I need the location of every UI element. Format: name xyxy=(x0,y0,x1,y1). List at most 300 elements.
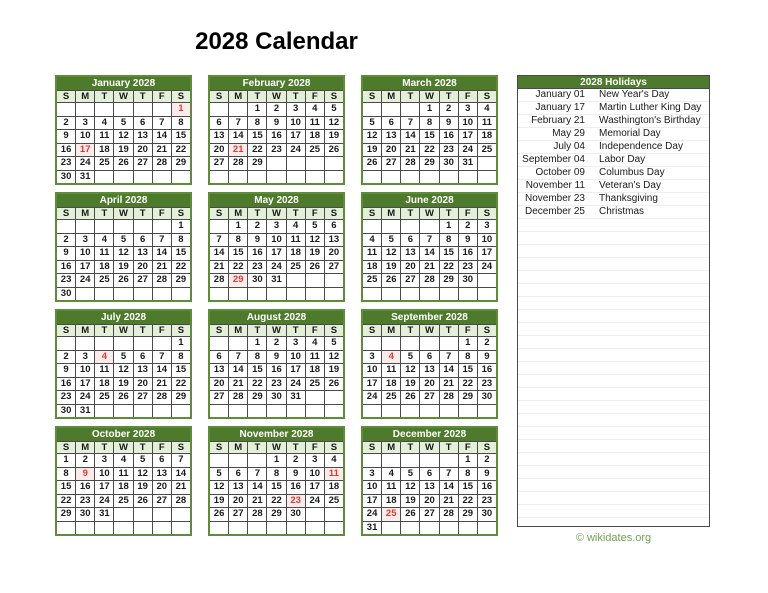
weekday-cell: M xyxy=(381,325,400,336)
day-cell: 21 xyxy=(171,481,190,494)
day-cell xyxy=(400,220,419,233)
day-cell: 7 xyxy=(400,117,419,130)
day-cell: 5 xyxy=(133,454,152,467)
day-cell: 13 xyxy=(210,364,228,377)
weekday-cell: T xyxy=(400,91,419,102)
day-cell: 16 xyxy=(57,378,75,391)
day-cell: 2 xyxy=(439,103,458,116)
day-cell: 24 xyxy=(94,495,113,508)
weekday-cell: F xyxy=(152,208,171,219)
day-cell xyxy=(305,171,324,184)
day-cell: 27 xyxy=(133,274,152,287)
day-cell xyxy=(57,220,75,233)
day-cell xyxy=(94,522,113,535)
day-cell: 3 xyxy=(363,468,381,481)
weekday-cell: T xyxy=(400,325,419,336)
month-card xyxy=(361,426,498,536)
day-cell: 25 xyxy=(286,261,305,274)
day-cell: 27 xyxy=(210,157,228,170)
day-cell: 5 xyxy=(210,468,228,481)
day-cell: 7 xyxy=(228,351,247,364)
month-card xyxy=(55,426,192,536)
holiday-row xyxy=(518,193,709,206)
day-cell: 1 xyxy=(419,103,438,116)
day-cell xyxy=(152,103,171,116)
day-cell xyxy=(228,288,247,301)
day-cell: 22 xyxy=(458,378,477,391)
holiday-name: New Year's Day xyxy=(599,89,670,100)
day-cell xyxy=(210,522,228,535)
weekday-cell: S xyxy=(57,325,75,336)
weekday-row xyxy=(363,207,496,219)
week-row xyxy=(57,156,190,170)
day-cell: 30 xyxy=(477,391,496,404)
week-row xyxy=(363,219,496,233)
day-cell: 20 xyxy=(210,378,228,391)
day-cell: 23 xyxy=(286,495,305,508)
holiday-row xyxy=(518,180,709,193)
day-cell: 28 xyxy=(228,391,247,404)
day-cell: 25 xyxy=(94,157,113,170)
day-cell: 29 xyxy=(247,391,266,404)
day-cell: 4 xyxy=(477,103,496,116)
day-cell: 30 xyxy=(75,508,94,521)
month-card xyxy=(55,309,192,419)
day-cell: 23 xyxy=(458,261,477,274)
day-cell: 24 xyxy=(266,261,285,274)
weekday-cell: S xyxy=(210,442,228,453)
day-cell: 30 xyxy=(266,391,285,404)
day-cell: 9 xyxy=(57,130,75,143)
day-cell: 2 xyxy=(266,337,285,350)
day-cell: 5 xyxy=(381,234,400,247)
day-cell xyxy=(363,103,381,116)
day-cell: 29 xyxy=(171,157,190,170)
day-cell: 18 xyxy=(305,130,324,143)
day-cell xyxy=(439,454,458,467)
day-cell: 27 xyxy=(381,157,400,170)
day-cell: 16 xyxy=(439,130,458,143)
day-cell xyxy=(439,337,458,350)
day-cell: 12 xyxy=(113,247,132,260)
month-card xyxy=(208,75,345,185)
day-cell: 1 xyxy=(247,337,266,350)
day-cell: 15 xyxy=(458,481,477,494)
day-cell xyxy=(324,157,343,170)
day-cell: 9 xyxy=(247,234,266,247)
day-cell xyxy=(419,288,438,301)
day-cell xyxy=(75,103,94,116)
holiday-name: Memorial Day xyxy=(599,128,661,139)
day-cell: 2 xyxy=(458,220,477,233)
day-cell xyxy=(152,337,171,350)
holiday-name: Independence Day xyxy=(599,141,683,152)
day-cell: 29 xyxy=(171,391,190,404)
week-row xyxy=(363,170,496,184)
weekday-cell: S xyxy=(324,91,343,102)
day-cell: 15 xyxy=(266,481,285,494)
day-cell: 3 xyxy=(266,220,285,233)
day-cell: 19 xyxy=(113,378,132,391)
day-cell xyxy=(94,405,113,418)
day-cell: 27 xyxy=(133,391,152,404)
day-cell: 10 xyxy=(75,247,94,260)
day-cell xyxy=(381,405,400,418)
weekday-cell: S xyxy=(477,325,496,336)
day-cell: 10 xyxy=(363,481,381,494)
day-cell: 31 xyxy=(363,522,381,535)
day-cell: 20 xyxy=(210,144,228,157)
holiday-name: Wasthington's Birthday xyxy=(599,115,701,126)
day-cell xyxy=(363,337,381,350)
day-cell: 10 xyxy=(363,364,381,377)
day-cell: 11 xyxy=(286,234,305,247)
month-header: April 2028 xyxy=(57,194,190,207)
day-cell: 4 xyxy=(305,103,324,116)
day-cell: 23 xyxy=(57,391,75,404)
day-cell: 25 xyxy=(324,495,343,508)
weekday-row xyxy=(210,324,343,336)
day-cell xyxy=(113,220,132,233)
day-cell: 1 xyxy=(458,337,477,350)
holiday-row xyxy=(518,154,709,167)
day-cell xyxy=(94,337,113,350)
week-row xyxy=(210,170,343,184)
day-cell: 28 xyxy=(228,157,247,170)
day-cell xyxy=(400,405,419,418)
weekday-cell: T xyxy=(400,208,419,219)
week-row xyxy=(57,170,190,184)
weekday-row xyxy=(363,324,496,336)
day-cell xyxy=(381,454,400,467)
day-cell: 30 xyxy=(477,508,496,521)
month-card xyxy=(55,192,192,302)
day-cell: 2 xyxy=(75,454,94,467)
day-cell: 14 xyxy=(439,481,458,494)
day-cell: 15 xyxy=(458,364,477,377)
day-cell: 9 xyxy=(266,351,285,364)
weekday-cell: F xyxy=(458,325,477,336)
day-cell: 4 xyxy=(94,117,113,130)
day-cell: 8 xyxy=(266,468,285,481)
day-cell: 11 xyxy=(324,468,343,481)
day-cell: 25 xyxy=(381,391,400,404)
day-cell: 26 xyxy=(324,144,343,157)
day-cell: 24 xyxy=(363,508,381,521)
day-cell: 16 xyxy=(266,130,285,143)
week-row xyxy=(363,246,496,260)
day-cell: 13 xyxy=(419,364,438,377)
day-cell: 30 xyxy=(57,405,75,418)
day-cell: 20 xyxy=(133,261,152,274)
day-cell: 3 xyxy=(286,337,305,350)
day-cell: 17 xyxy=(363,495,381,508)
day-cell xyxy=(419,220,438,233)
weekday-row xyxy=(57,207,190,219)
day-cell: 7 xyxy=(210,234,228,247)
day-cell: 9 xyxy=(439,117,458,130)
holiday-name: Martin Luther King Day xyxy=(599,102,702,113)
day-cell: 12 xyxy=(400,364,419,377)
day-cell xyxy=(305,405,324,418)
weekday-cell: S xyxy=(57,208,75,219)
holiday-date: December 25 xyxy=(524,206,585,217)
day-cell: 18 xyxy=(113,481,132,494)
day-cell: 14 xyxy=(419,247,438,260)
day-cell xyxy=(400,288,419,301)
day-cell: 7 xyxy=(439,351,458,364)
day-cell: 20 xyxy=(400,261,419,274)
day-cell: 26 xyxy=(381,274,400,287)
day-cell xyxy=(477,157,496,170)
week-row xyxy=(57,467,190,481)
day-cell xyxy=(363,220,381,233)
week-row xyxy=(363,287,496,301)
day-cell: 9 xyxy=(266,117,285,130)
week-row xyxy=(363,260,496,274)
day-cell: 24 xyxy=(458,144,477,157)
day-cell: 12 xyxy=(381,247,400,260)
week-row xyxy=(57,143,190,157)
day-cell: 19 xyxy=(305,247,324,260)
day-cell: 30 xyxy=(286,508,305,521)
day-cell: 16 xyxy=(57,144,75,157)
day-cell xyxy=(171,171,190,184)
day-cell xyxy=(133,522,152,535)
month-card xyxy=(361,75,498,185)
weekday-cell: S xyxy=(210,91,228,102)
weekday-row xyxy=(57,441,190,453)
day-cell xyxy=(381,171,400,184)
weekday-cell: W xyxy=(419,91,438,102)
day-cell: 17 xyxy=(458,130,477,143)
day-cell xyxy=(324,405,343,418)
week-row xyxy=(210,480,343,494)
day-cell xyxy=(324,274,343,287)
day-cell: 26 xyxy=(113,157,132,170)
day-cell: 29 xyxy=(247,157,266,170)
day-cell: 11 xyxy=(113,468,132,481)
day-cell xyxy=(171,522,190,535)
day-cell: 12 xyxy=(133,468,152,481)
week-row xyxy=(210,350,343,364)
day-cell xyxy=(133,220,152,233)
day-cell: 10 xyxy=(75,130,94,143)
day-cell: 14 xyxy=(152,364,171,377)
day-cell xyxy=(210,171,228,184)
week-row xyxy=(363,467,496,481)
week-row xyxy=(210,507,343,521)
day-cell: 27 xyxy=(324,261,343,274)
day-cell: 4 xyxy=(381,468,400,481)
weekday-cell: M xyxy=(381,208,400,219)
day-cell xyxy=(247,288,266,301)
week-row xyxy=(363,363,496,377)
day-cell: 1 xyxy=(171,337,190,350)
day-cell xyxy=(247,405,266,418)
week-row xyxy=(363,507,496,521)
weekday-row xyxy=(210,441,343,453)
day-cell: 9 xyxy=(477,468,496,481)
day-cell xyxy=(266,157,285,170)
weekday-cell: T xyxy=(286,91,305,102)
day-cell: 21 xyxy=(439,378,458,391)
holiday-name: Columbus Day xyxy=(599,167,665,178)
day-cell xyxy=(152,171,171,184)
day-cell: 13 xyxy=(381,130,400,143)
weekday-cell: T xyxy=(247,442,266,453)
day-cell: 31 xyxy=(458,157,477,170)
day-cell: 13 xyxy=(133,130,152,143)
day-cell: 28 xyxy=(247,508,266,521)
day-cell xyxy=(305,288,324,301)
day-cell: 22 xyxy=(57,495,75,508)
day-cell: 24 xyxy=(286,378,305,391)
day-cell xyxy=(363,454,381,467)
month-card xyxy=(208,426,345,536)
day-cell xyxy=(152,288,171,301)
day-cell xyxy=(305,274,324,287)
day-cell xyxy=(94,103,113,116)
holiday-row xyxy=(518,102,709,115)
weekday-cell: T xyxy=(439,325,458,336)
day-cell: 5 xyxy=(324,103,343,116)
day-cell: 16 xyxy=(75,481,94,494)
day-cell: 30 xyxy=(439,157,458,170)
holiday-row xyxy=(518,115,709,128)
footer-credit-link[interactable]: © wikidates.org xyxy=(575,532,652,544)
day-cell: 6 xyxy=(133,117,152,130)
day-cell: 22 xyxy=(171,378,190,391)
day-cell xyxy=(210,220,228,233)
day-cell: 19 xyxy=(400,495,419,508)
day-cell: 8 xyxy=(419,117,438,130)
day-cell: 7 xyxy=(419,234,438,247)
week-row xyxy=(57,273,190,287)
day-cell: 17 xyxy=(305,481,324,494)
day-cell: 3 xyxy=(75,351,94,364)
week-row xyxy=(363,273,496,287)
day-cell xyxy=(266,405,285,418)
day-cell: 15 xyxy=(247,130,266,143)
day-cell: 14 xyxy=(210,247,228,260)
week-row xyxy=(210,494,343,508)
month-header: January 2028 xyxy=(57,77,190,90)
day-cell: 9 xyxy=(477,351,496,364)
day-cell xyxy=(94,220,113,233)
day-cell: 1 xyxy=(247,103,266,116)
week-row xyxy=(210,156,343,170)
day-cell: 9 xyxy=(458,234,477,247)
week-row xyxy=(57,129,190,143)
weekday-cell: M xyxy=(228,325,247,336)
day-cell: 6 xyxy=(228,468,247,481)
day-cell: 10 xyxy=(458,117,477,130)
day-cell: 12 xyxy=(324,351,343,364)
weekday-cell: T xyxy=(94,442,113,453)
weekday-cell: S xyxy=(363,325,381,336)
day-cell xyxy=(228,522,247,535)
weekday-cell: S xyxy=(171,91,190,102)
day-cell: 20 xyxy=(133,378,152,391)
day-cell: 12 xyxy=(400,481,419,494)
day-cell xyxy=(133,337,152,350)
day-cell: 21 xyxy=(152,144,171,157)
day-cell: 3 xyxy=(305,454,324,467)
day-cell: 16 xyxy=(477,481,496,494)
weekday-row xyxy=(57,324,190,336)
day-cell xyxy=(286,405,305,418)
day-cell xyxy=(477,405,496,418)
day-cell: 15 xyxy=(57,481,75,494)
day-cell xyxy=(324,522,343,535)
day-cell xyxy=(381,337,400,350)
day-cell: 13 xyxy=(133,247,152,260)
day-cell: 18 xyxy=(381,378,400,391)
week-row xyxy=(363,116,496,130)
weekday-cell: T xyxy=(286,325,305,336)
day-cell: 8 xyxy=(171,117,190,130)
holiday-row xyxy=(518,167,709,180)
day-cell: 5 xyxy=(113,234,132,247)
day-cell: 14 xyxy=(228,130,247,143)
day-cell: 4 xyxy=(113,454,132,467)
day-cell xyxy=(152,522,171,535)
day-cell xyxy=(324,288,343,301)
day-cell xyxy=(439,522,458,535)
day-cell: 16 xyxy=(477,364,496,377)
day-cell: 16 xyxy=(458,247,477,260)
day-cell xyxy=(305,508,324,521)
day-cell xyxy=(477,274,496,287)
day-cell: 9 xyxy=(75,468,94,481)
week-row xyxy=(57,390,190,404)
week-row xyxy=(363,521,496,535)
week-row xyxy=(363,143,496,157)
week-row xyxy=(57,116,190,130)
day-cell: 8 xyxy=(458,468,477,481)
day-cell xyxy=(286,522,305,535)
day-cell: 7 xyxy=(152,351,171,364)
weekday-cell: F xyxy=(152,91,171,102)
day-cell: 23 xyxy=(247,261,266,274)
day-cell: 29 xyxy=(57,508,75,521)
day-cell: 18 xyxy=(94,144,113,157)
day-cell: 30 xyxy=(57,288,75,301)
day-cell: 13 xyxy=(133,364,152,377)
weekday-cell: M xyxy=(381,442,400,453)
day-cell: 26 xyxy=(210,508,228,521)
day-cell: 2 xyxy=(57,117,75,130)
day-cell: 26 xyxy=(400,508,419,521)
day-cell: 14 xyxy=(439,364,458,377)
day-cell: 25 xyxy=(94,391,113,404)
weekday-cell: M xyxy=(75,442,94,453)
page-title: 2028 Calendar xyxy=(195,28,358,55)
holiday-name: Veteran's Day xyxy=(599,180,661,191)
day-cell: 15 xyxy=(247,364,266,377)
day-cell: 5 xyxy=(400,351,419,364)
day-cell: 11 xyxy=(381,481,400,494)
week-row xyxy=(363,129,496,143)
weekday-cell: S xyxy=(477,442,496,453)
weekday-cell: M xyxy=(75,91,94,102)
day-cell: 18 xyxy=(477,130,496,143)
weekday-cell: W xyxy=(419,208,438,219)
week-row xyxy=(210,363,343,377)
day-cell: 14 xyxy=(152,130,171,143)
day-cell: 19 xyxy=(210,495,228,508)
